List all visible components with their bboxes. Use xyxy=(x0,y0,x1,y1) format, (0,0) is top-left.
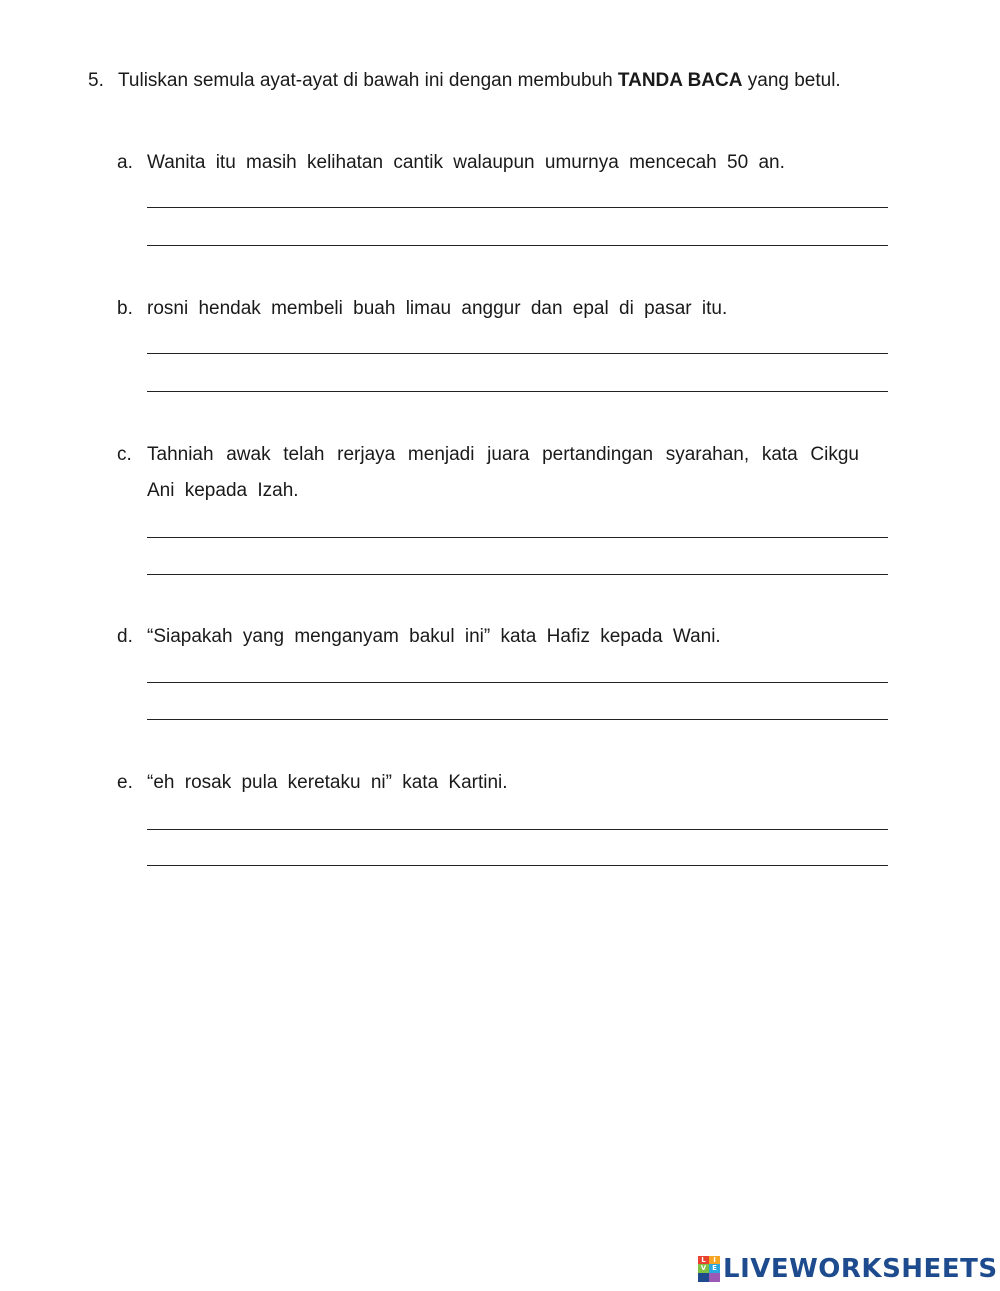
logo-cell xyxy=(698,1273,709,1282)
answer-line-c1[interactable] xyxy=(147,537,888,538)
logo-cell: V xyxy=(698,1264,709,1273)
item-letter: c. xyxy=(117,444,132,465)
item-sentence: “eh rosak pula keretaku ni” kata Kartini. xyxy=(147,772,508,793)
answer-line-d2[interactable] xyxy=(147,719,888,720)
item-letter: b. xyxy=(117,298,133,319)
liveworksheets-logo-icon xyxy=(698,1256,720,1282)
answer-line-d1[interactable] xyxy=(147,682,888,683)
instruction-text-end: yang betul. xyxy=(742,70,841,91)
instruction-emphasis: TANDA BACA xyxy=(617,70,743,91)
item-d xyxy=(117,619,892,655)
liveworksheets-branding xyxy=(698,1254,998,1284)
item-sentence: rosni hendak membeli buah limau anggur dan epal di pasar itu. xyxy=(147,298,728,319)
item-c xyxy=(117,437,892,509)
question-instruction xyxy=(118,66,888,96)
item-a xyxy=(117,145,892,181)
question-number: 5. xyxy=(88,70,104,91)
answer-line-b1[interactable] xyxy=(147,353,888,354)
item-sentence: Wanita itu masih kelihatan cantik walaupun umurnya mencecah 50 an. xyxy=(147,152,785,173)
item-sentence: “Siapakah yang menganyam bakul ini” kata Hafiz kepada Wani. xyxy=(147,626,721,647)
answer-line-b2[interactable] xyxy=(147,391,888,392)
item-b xyxy=(117,291,892,327)
answer-line-e1[interactable] xyxy=(147,829,888,830)
logo-cell: L xyxy=(698,1256,709,1264)
item-sentence: Tahniah awak telah rerjaya menjadi juara pertandingan syarahan, kata Cikgu Ani kepada Izah. xyxy=(147,444,859,501)
question-header xyxy=(88,66,888,96)
logo-cell xyxy=(709,1273,720,1282)
answer-line-a2[interactable] xyxy=(147,245,888,246)
answer-line-c2[interactable] xyxy=(147,574,888,575)
logo-cell: I xyxy=(709,1256,720,1264)
item-e xyxy=(117,765,892,801)
instruction-text-start: Tuliskan semula ayat-ayat di bawah ini dengan membubuh xyxy=(118,70,618,91)
item-letter: d. xyxy=(117,626,133,647)
item-letter: a. xyxy=(117,152,133,173)
answer-line-a1[interactable] xyxy=(147,207,888,208)
brand-name: LIVEWORKSHEETS xyxy=(723,1254,998,1284)
logo-cell: E xyxy=(709,1264,720,1273)
item-letter: e. xyxy=(117,772,133,793)
answer-line-e2[interactable] xyxy=(147,865,888,866)
